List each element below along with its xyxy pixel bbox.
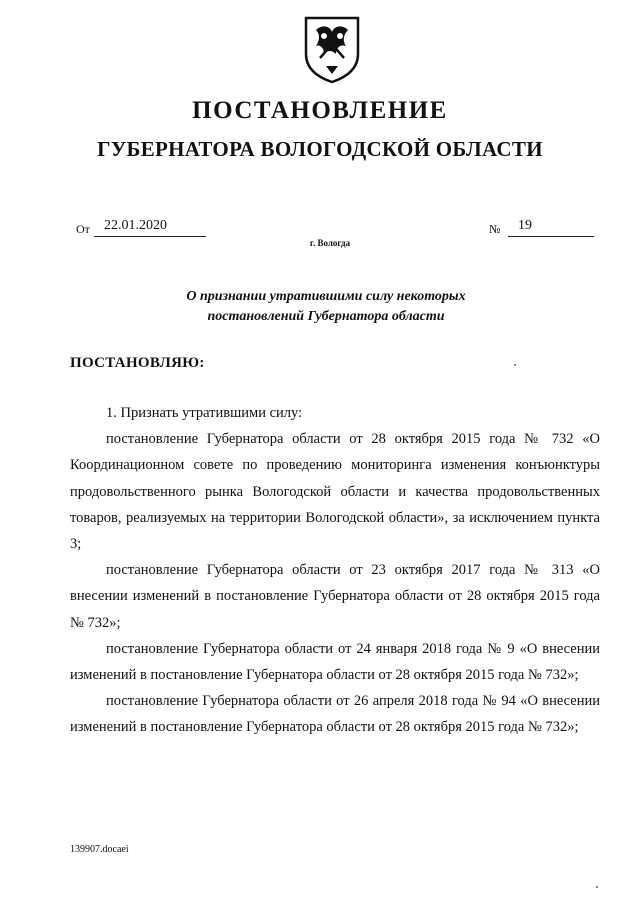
file-code: 139907.docaei xyxy=(70,844,129,855)
city-label: г. Вологда xyxy=(309,238,351,248)
subject-line-1: О признании утратившими силу некоторых xyxy=(186,289,466,304)
paragraph: постановление Губернатора области от 26 апреля 2018 года № 94 «О внесении изменений в постановление Губернатора области от 28 октября 2015 года № 732»; xyxy=(70,693,600,736)
subject-line-2: постановлений Губернатора области xyxy=(207,309,445,324)
issuer-title: ГУБЕРНАТОРА ВОЛОГОДСКОЙ ОБЛАСТИ xyxy=(97,137,543,161)
date-value: 22.01.2020 xyxy=(94,218,206,237)
paragraph: постановление Губернатора области от 23 октября 2017 года № 313 «О внесении изменений в постановление Губернатора области от 28 октября 2015 года № 732»; xyxy=(70,562,600,631)
scan-speck xyxy=(596,886,598,888)
number-value: 19 xyxy=(508,218,594,237)
document-body xyxy=(70,400,600,741)
number-label: № xyxy=(489,222,501,236)
document-title: ПОСТАНОВЛЕНИЕ xyxy=(192,97,448,124)
scan-speck xyxy=(514,364,516,366)
document-subject xyxy=(0,287,640,327)
coat-of-arms-icon xyxy=(302,14,362,84)
paragraph: постановление Губернатора области от 24 января 2018 года № 9 «О внесении изменений в постановление Губернатора области от 28 октября 2015 года № 732»; xyxy=(70,640,600,684)
date-label: От xyxy=(76,222,90,236)
decree-word: ПОСТАНОВЛЯЮ: xyxy=(70,355,205,371)
paragraph: постановление Губернатора области от 28 октября 2015 года № 732 «О Координационном совете по проведению мониторинга изменения конъюнктуры продовольственного рынка Вологодской области и качества продовольственных товаров, реализуемых на территории Вологодской области», за исключением пункта 3; xyxy=(70,431,600,553)
paragraph: 1. Признать утратившими силу: xyxy=(106,405,303,421)
